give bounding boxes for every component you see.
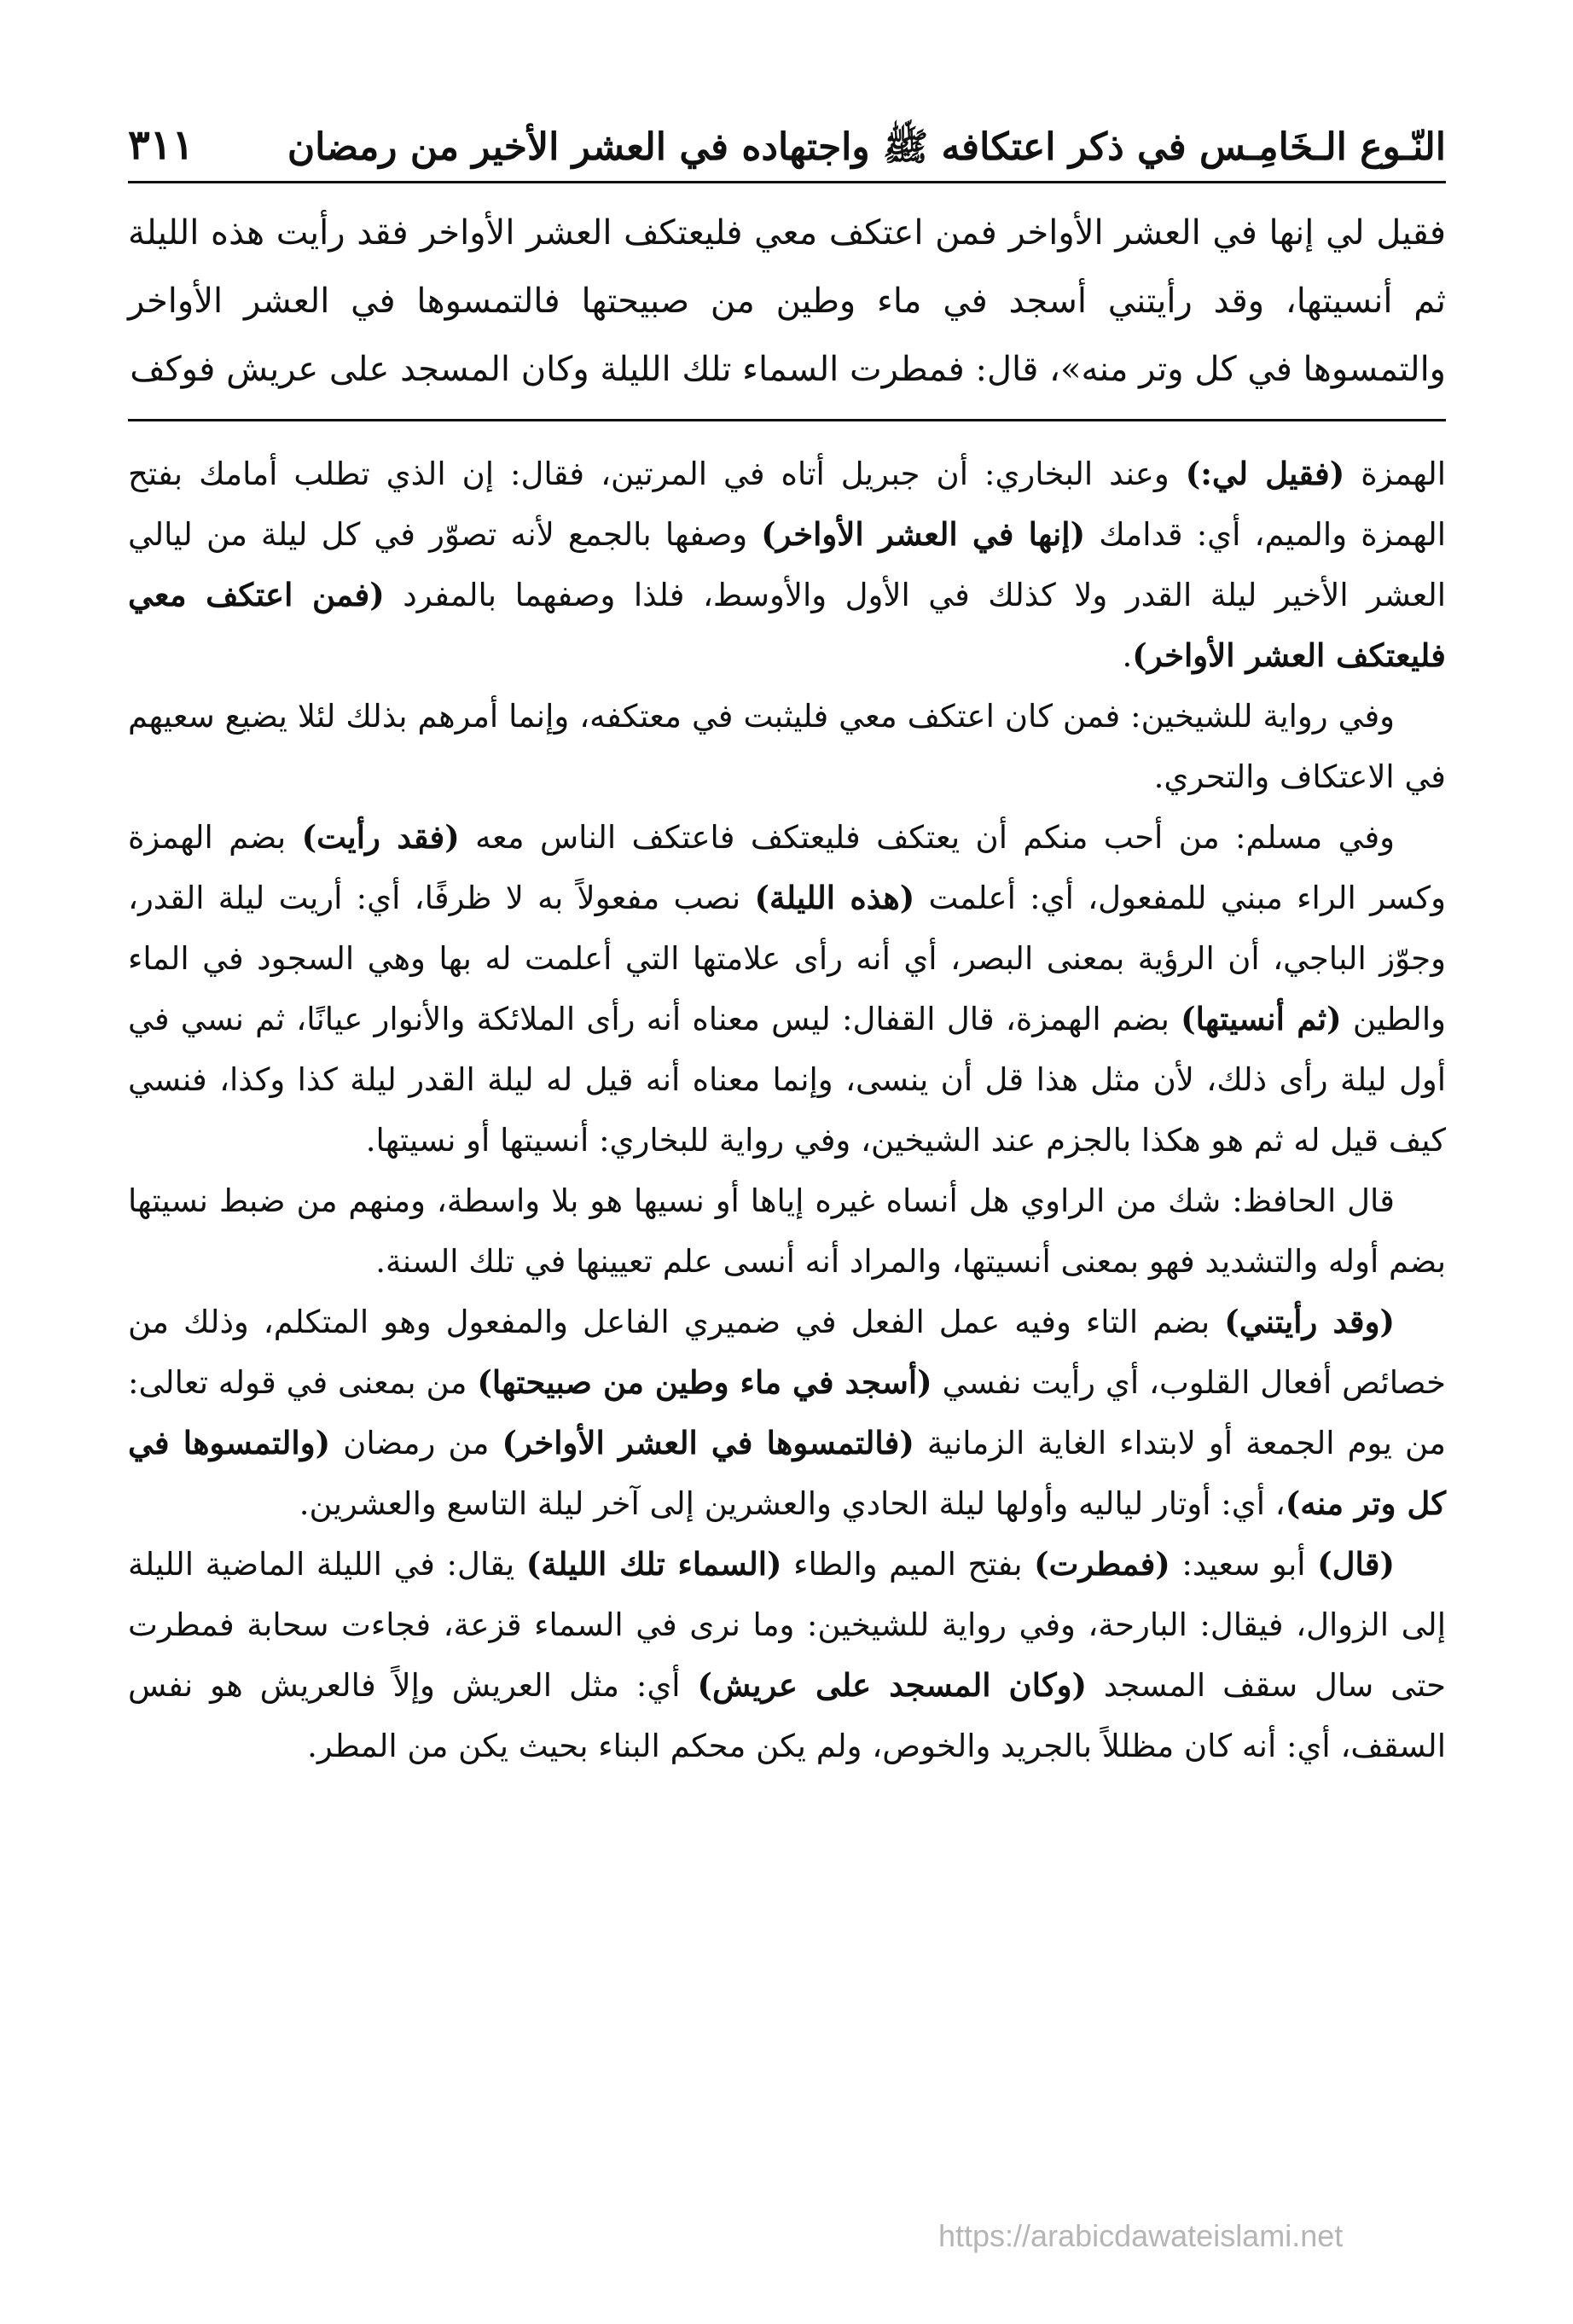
text-run: وعند البخاري: أن جبريل أتاه في المرتين، فقال: إن الذي تطلب أمامك بفتح الهمزة والميم، أي: قدامك (128, 456, 1446, 553)
bold-quote: (هذه الليلة) (754, 879, 915, 916)
page-number: ٣١١ (128, 121, 194, 170)
book-page (128, 111, 1446, 2261)
text-run: أي: مثل العريش وإلاً فالعريش هو نفس السقف، أي: أنه كان مظللاً بالجريد والخوص، ولم يكن محكم البناء بحيث يكن من المطر. (128, 1667, 1446, 1764)
text-run: من بمعنى في قوله تعالى: من يوم الجمعة أو لابتداء الغاية الزمانية (128, 1364, 1446, 1461)
bold-quote: (أسجد في ماء وطين من صبيحتها) (477, 1363, 932, 1401)
text-run: بفتح الميم والطاء (781, 1546, 1035, 1583)
text-run: وصفها بالجمع لأنه تصوّر في كل ليلة من ليالي العشر الأخير ليلة القدر ولا كذلك في الأول والأوسط، فلذا وصفهما بالمفرد (128, 516, 1446, 613)
header-rule (128, 181, 1446, 183)
bold-quote: (وكان المسجد على عريش) (697, 1666, 1087, 1704)
hadith-text: فقيل لي إنها في العشر الأواخر فمن اعتكف معي فليعتكف العشر الأواخر فقد رأيت هذه الليلة ثم أنسيتها، وقد رأيتني أسجد في ماء وطين من صبيحتها فالتمسوها في العشر الأواخر والتمسوها في كل وتر منه»، قال: فمطرت السماء تلك الليلة وكان المسجد على عريش فوكف (128, 213, 1446, 389)
commentary-paragraph-5 (128, 1292, 1446, 1534)
text-run: . (1122, 637, 1133, 674)
commentary-paragraph-4: قال الحافظ: شك من الراوي هل أنساه غيره إياها أو نسيها هو بلا واسطة، ومنهم من ضبط نسيتها بضم أوله والتشديد فهو بمعنى أنسيتها، والمراد أنه أنسى علم تعيينها في تلك السنة. (128, 1182, 1446, 1280)
running-header (128, 111, 1446, 177)
bold-quote: (ثم أنسيتها) (1181, 1000, 1342, 1037)
bold-quote: (فمطرت) (1034, 1545, 1170, 1583)
text-run: من رمضان (330, 1425, 502, 1461)
watermark-url: https://arabicdawateislami.net (938, 2218, 1344, 2253)
text-run: بضم الهمزة وكسر الراء مبني للمفعول، أي: أعلمت (128, 819, 1446, 916)
bold-quote: (فقد رأيت) (301, 818, 460, 856)
text-run: نصب مفعولاً به لا ظرفًا، أي: أريت ليلة القدر، وجوّز الباجي، أن الرؤية بمعنى البصر، أي أنه رأى علامتها التي أعلمت له بها وهي السجود في الماء والطين (128, 880, 1446, 1037)
text-run: وفي مسلم: من أحب منكم أن يعتكف فليعتكف فاعتكف الناس معه (459, 819, 1395, 856)
text-run: الهمزة (1344, 456, 1447, 492)
bold-quote: (فالتمسوها في العشر الأواخر) (502, 1424, 914, 1461)
bold-quote: (السماء تلك الليلة) (525, 1545, 782, 1583)
commentary (128, 444, 1446, 1776)
text-run: أبو سعيد: (1170, 1546, 1318, 1583)
bold-quote: (قال) (1317, 1545, 1395, 1583)
text-run: ، أي: أوتار لياليه وأولها ليلة الحادي والعشرين إلى آخر ليلة التاسع والعشرين. (299, 1485, 1286, 1522)
commentary-paragraph-2: وفي رواية للشيخين: فمن كان اعتكف معي فليثبت في معتكفه، وإنما أمرهم بذلك لئلا يضيع سعيهم في الاعتكاف والتحري. (128, 698, 1446, 795)
bold-quote: (إنها في العشر الأواخر) (761, 515, 1086, 553)
text-run: يقال: في الليلة الماضية الليلة إلى الزوال، فيقال: البارحة، وفي رواية للشيخين: وما نرى في السماء قزعة، فجاءت سحابة فمطرت حتى سال سقف المسجد (128, 1546, 1447, 1704)
chapter-title: النّـوع الـخَامِـس في ذكر اعتكافه ﷺ واجتهاده في العشر الأخير من رمضان (287, 125, 1446, 170)
bold-quote: (فمن اعتكف معي فليعتكف العشر الأواخر) (128, 576, 1446, 674)
bold-quote: (وقد رأيتني) (1224, 1303, 1395, 1340)
text-run: بضم الهمزة، قال القفال: ليس معناه أنه رأى الملائكة والأنوار عيانًا، ثم نسي في أول ليلة رأى ذلك، لأن مثل هذا قل أن ينسى، وإنما معناه أنه قيل له ليلة القدر ليلة كذا وكذا، فنسي كيف قيل له ثم هو هكذا بالجزم عند الشيخين، وفي رواية للبخاري: أنسيتها أو نسيتها. (128, 1001, 1446, 1159)
commentary-paragraph-1 (128, 444, 1446, 686)
separator-rule (128, 419, 1446, 421)
text-run: بضم التاء وفيه عمل الفعل في ضميري الفاعل والمفعول وهو المتكلم، وذلك من خصائص أفعال القلوب، أي رأيت نفسي (128, 1304, 1446, 1401)
bold-quote: (والتمسوها في كل وتر منه) (128, 1424, 1446, 1522)
bold-quote: (فقيل لي:) (1185, 455, 1345, 492)
commentary-paragraph-6 (128, 1534, 1446, 1776)
commentary-paragraph-3 (128, 807, 1446, 1171)
